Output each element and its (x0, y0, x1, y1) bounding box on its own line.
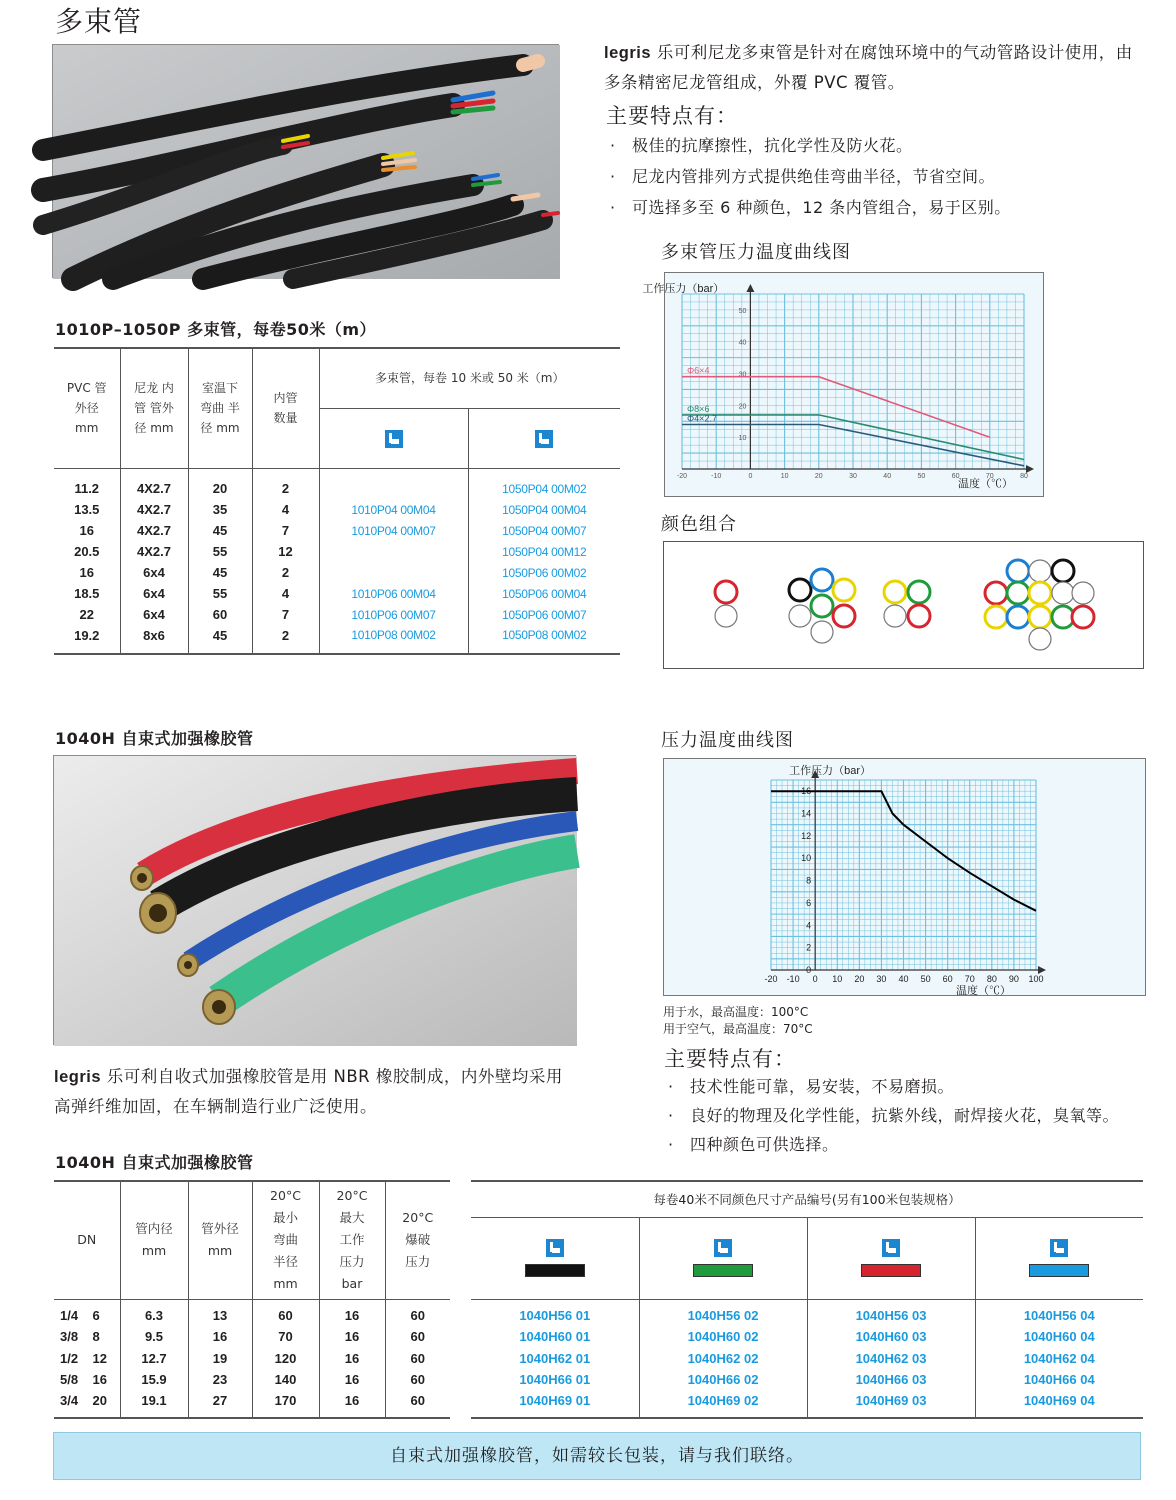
color-group (884, 581, 930, 627)
col-header: 管内径 mm (120, 1181, 188, 1299)
table-row: 19.2 8x6 45 2 1010P08 00M02 1050P08 00M02 (54, 625, 620, 654)
color-ring (1052, 560, 1074, 582)
table-title: 1040H 自束式加强橡胶管 (55, 1153, 254, 1172)
series-label: Φ6×4 (687, 365, 710, 376)
y-tick-label: 40 (738, 339, 747, 347)
table-row: 16 4X2.7 45 7 1010P04 00M07 1050P04 00M07 (54, 520, 620, 541)
y-tick-label: 50 (738, 307, 747, 315)
brand-name: legris (604, 44, 652, 62)
color-ring (789, 605, 811, 627)
y-tick-label: 30 (738, 371, 747, 379)
col-header: 管外径 mm (188, 1181, 252, 1299)
table-row: 13.5 4X2.7 35 4 1010P04 00M04 1050P04 00M04 (54, 499, 620, 520)
feature-item: · 极佳的抗摩擦性，抗化学性及防火花。 (606, 130, 1146, 161)
chart-title: 压力温度曲线图 (661, 730, 794, 751)
col-header: DN (54, 1181, 120, 1299)
color-swatch-blue (1029, 1264, 1089, 1277)
x-tick-label: 10 (832, 974, 843, 984)
table-row: 1040H69 01 1040H69 02 1040H69 03 1040H69 04 (471, 1391, 1143, 1418)
table-row: 20.5 4X2.7 55 12 1050P04 00M12 (54, 541, 620, 562)
tag-icon (546, 1239, 564, 1257)
color-ring (908, 605, 930, 627)
color-blue-header (975, 1217, 1143, 1299)
x-tick-label: 40 (883, 473, 892, 480)
y-tick-label: 4 (806, 920, 812, 931)
table-row: 16 6x4 45 2 1050P06 00M02 (54, 562, 620, 583)
x-tick-label: 20 (854, 974, 865, 984)
color-ring (1072, 606, 1094, 628)
color-ring (1007, 582, 1029, 604)
series-label: Φ4×2.7 (687, 413, 717, 424)
feature-item: · 良好的物理及化学性能，抗紫外线，耐焊接火花，臭氧等。 (664, 1101, 1164, 1130)
color-ring (715, 605, 737, 627)
x-tick-label: 60 (942, 974, 953, 984)
x-tick-label: 80 (1020, 473, 1028, 480)
features-title: 主要特点有： (664, 1047, 796, 1071)
table-row: 1/4 6 6.3 13 60 16 60 (54, 1299, 450, 1326)
color-ring (908, 581, 930, 603)
x-tick-label: 50 (920, 974, 931, 984)
color-group (789, 569, 855, 643)
color-swatch-red (861, 1264, 921, 1277)
note-air: 用于空气，最高温度：70°C (663, 1022, 813, 1036)
table-row: 22 6x4 60 7 1010P06 00M07 1050P06 00M07 (54, 604, 620, 625)
col-header: 室温下 弯曲 半径 mm (188, 348, 252, 468)
codes-header: 每卷40米不同颜色尺寸产品编号(另有100米包装规格） (471, 1181, 1143, 1217)
color-group (715, 581, 737, 627)
color-ring (1029, 606, 1051, 628)
footer-banner: 自束式加强橡胶管，如需较长包装，请与我们联络。 (53, 1432, 1141, 1480)
section-title: 1040H 自束式加强橡胶管 (55, 729, 254, 748)
x-tick-label: -20 (764, 974, 778, 984)
color-ring (833, 579, 855, 601)
color-ring (811, 595, 833, 617)
col-header: 尼龙 内管 管外径 mm (120, 348, 188, 468)
x-tick-label: 70 (985, 473, 994, 480)
col-header: 内管 数量 (252, 348, 319, 468)
hose-spec-table (54, 1180, 450, 1419)
rubber-hose-intro (54, 1062, 579, 1122)
col-header: 20°C 最小 弯曲 半径 mm (252, 1181, 319, 1299)
color-ring (1007, 560, 1029, 582)
feature-item: · 可选择多至 6 种颜色，12 条内管组合，易于区别。 (606, 192, 1146, 223)
multi-tube-intro (604, 38, 1149, 98)
x-tick-label: 30 (876, 974, 887, 984)
color-ring (789, 579, 811, 601)
table-row: 1040H66 01 1040H66 02 1040H66 03 1040H66 04 (471, 1369, 1143, 1391)
x-tick-label: 20 (814, 473, 823, 480)
y-tick-label: 0 (806, 965, 812, 975)
color-ring (985, 582, 1007, 604)
col-header: 20°C 爆破 压力 (385, 1181, 450, 1299)
color-ring (811, 621, 833, 643)
color-ring (1029, 628, 1051, 650)
y-tick-label: 2 (806, 942, 812, 953)
series-label: Φ8×6 (687, 403, 710, 414)
tag-icon (535, 430, 553, 448)
x-tick-label: 40 (898, 974, 909, 984)
y-tick-label: 20 (738, 403, 747, 411)
table-row: 1040H56 01 1040H56 02 1040H56 03 1040H56 04 (471, 1299, 1143, 1326)
tag-icon (385, 430, 403, 448)
color-ring (884, 581, 906, 603)
hose-code-table (471, 1180, 1143, 1419)
color-swatch-green (693, 1264, 753, 1277)
chart-svg (642, 272, 1044, 497)
table-row: 18.5 6x4 55 4 1010P06 00M04 1050P06 00M04 (54, 583, 620, 604)
color-combo-title: 颜色组合 (661, 514, 737, 535)
color-black-header (471, 1217, 639, 1299)
y-tick-label: 10 (801, 853, 812, 864)
x-tick-label: 60 (951, 473, 960, 480)
x-axis-label: 温度（℃） (958, 478, 1013, 490)
y-tick-label: 14 (801, 808, 812, 819)
chart-svg (663, 758, 1146, 996)
table-row: 1/2 12 12.7 19 120 16 60 (54, 1348, 450, 1370)
color-green-header (639, 1217, 807, 1299)
y-tick-label: 10 (738, 435, 747, 443)
coil-50m-header (468, 408, 620, 468)
x-tick-label: -10 (786, 974, 800, 984)
x-tick-label: 100 (1028, 974, 1044, 984)
x-tick-label: 10 (780, 473, 789, 480)
table-row: 1040H60 01 1040H60 02 1040H60 03 1040H60 04 (471, 1326, 1143, 1348)
color-combinations (663, 541, 1144, 669)
x-tick-label: -10 (711, 473, 722, 480)
chart-title: 多束管压力温度曲线图 (661, 242, 851, 263)
tag-icon (882, 1239, 900, 1257)
tag-icon (1050, 1239, 1068, 1257)
x-tick-label: 50 (917, 473, 926, 480)
x-axis-label: 温度（℃） (956, 985, 1011, 997)
color-swatch-black (525, 1264, 585, 1277)
features-title: 主要特点有： (606, 104, 738, 128)
y-tick-label: 6 (806, 897, 812, 908)
x-tick-label: 0 (812, 974, 818, 984)
feature-list (606, 130, 1146, 223)
x-tick-label: 0 (748, 473, 753, 480)
tag-icon (714, 1239, 732, 1257)
y-axis-label: 工作压力（bar） (642, 283, 725, 295)
color-ring (811, 569, 833, 591)
table-row: 11.2 4X2.7 20 2 1050P04 00M02 (54, 468, 620, 499)
table-row: 5/8 16 15.9 23 140 16 60 (54, 1369, 450, 1391)
color-ring (985, 606, 1007, 628)
color-group (985, 560, 1094, 650)
brand-name: legris (54, 1068, 102, 1086)
feature-item: · 四种颜色可供选择。 (664, 1130, 1164, 1159)
pressure-temp-chart-multi (642, 272, 1044, 497)
color-ring (884, 605, 906, 627)
multi-tube-photo (52, 44, 559, 278)
color-ring (833, 605, 855, 627)
x-tick-label: -20 (676, 473, 688, 480)
color-red-header (807, 1217, 975, 1299)
feature-list (664, 1072, 1164, 1159)
col-header: PVC 管外径 mm (54, 348, 120, 468)
rubber-hose-photo (53, 755, 576, 1045)
intro-text: 乐可利自收式加强橡胶管是用 NBR 橡胶制成，内外壁均采用高弹纤维加固，在车辆制造行业广泛使用。 (54, 1067, 563, 1116)
y-tick-label: 12 (801, 830, 812, 841)
temp-note (663, 1004, 813, 1038)
note-water: 用于水，最高温度：100°C (663, 1005, 809, 1019)
table-row: 3/8 8 9.5 16 70 16 60 (54, 1326, 450, 1348)
x-tick-label: 80 (986, 974, 997, 984)
y-axis-label: 工作压力（bar） (789, 765, 872, 777)
x-tick-label: 30 (849, 473, 857, 480)
coil-10m-header (319, 408, 468, 468)
x-tick-label: 70 (964, 974, 975, 984)
color-ring (715, 581, 737, 603)
color-ring (1072, 582, 1094, 604)
col-header-group: 多束管，每卷 10 米或 50 米（m） (319, 348, 620, 408)
color-ring (1029, 560, 1051, 582)
intro-text: 乐可利尼龙多束管是针对在腐蚀环境中的气动管路设计使用，由多条精密尼龙管组成，外覆 PVC 覆管。 (604, 43, 1133, 92)
page-title: 多束管 (55, 5, 143, 38)
y-tick-label: 8 (806, 875, 812, 886)
multi-tube-table (54, 347, 620, 655)
table-title: 1010P–1050P 多束管，每卷50米（m） (55, 320, 377, 339)
color-ring (1052, 582, 1074, 604)
grid (682, 294, 1024, 469)
feature-item: · 技术性能可靠，易安装，不易磨损。 (664, 1072, 1164, 1101)
y-tick-label: 16 (801, 786, 812, 797)
col-header: 20°C 最大 工作 压力 bar (319, 1181, 385, 1299)
color-ring (1007, 606, 1029, 628)
table-row: 3/4 20 19.1 27 170 16 60 (54, 1391, 450, 1418)
pressure-temp-chart-hose (663, 758, 1146, 996)
color-ring (1029, 582, 1051, 604)
table-row: 1040H62 01 1040H62 02 1040H62 03 1040H62 04 (471, 1348, 1143, 1370)
feature-item: · 尼龙内管排列方式提供绝佳弯曲半径，节省空间。 (606, 161, 1146, 192)
x-tick-label: 90 (1008, 974, 1019, 984)
